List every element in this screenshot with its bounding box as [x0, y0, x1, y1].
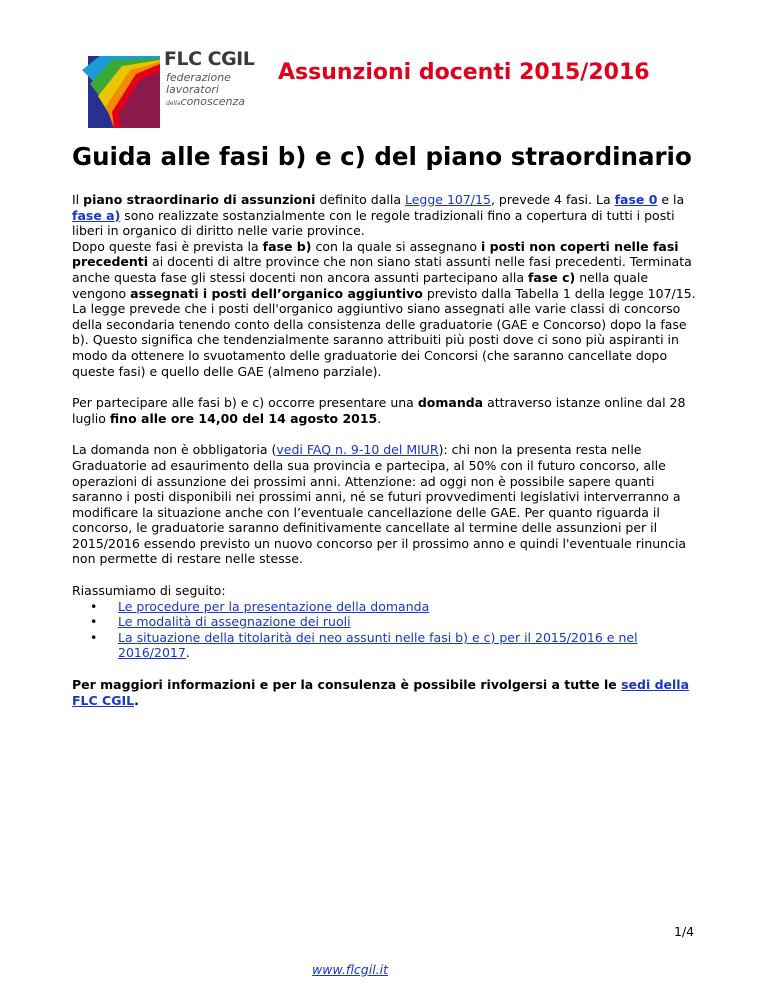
list-item: [118, 599, 696, 615]
summary-intro: Riassumiamo di seguito:: [72, 583, 226, 599]
flc-logo-mark: [80, 50, 162, 130]
footer-website-link[interactable]: www.flcgil.it: [312, 962, 389, 977]
paragraph-intro: Il piano straordinario di assunzioni definito dalla Legge 107/15, prevede 4 fasi. La fase 0 e la fase a) sono realizzate sostanzialmente con le regole tradizionali fino a copertura di tutti i posti liberi in organico di diritto nelle varie province. Dopo queste fasi è prevista la fase b) con la quale si assegnano i posti non coperti nelle fasi precedenti ai docenti di altre province che non siano stati assunti nelle fasi precedenti. Terminata anche questa fase gli stessi docenti non ancora assunti partecipano alla fase c) nella quale vengono assegnati i posti dell’organico aggiuntivo previsto dalla Tabella 1 della legge 107/15. La legge prevede che i posti dell'organico aggiuntivo siano assegnati alle varie classi di concorso della secondaria tenendo conto della consistenza delle graduatorie (GAE e Concorso) dopo la fase b). Questo significa che tendenzialmente saranno attribuiti più posti dove ci sono più aspiranti in modo da ottenere lo svuotamento delle graduatorie dei Concorsi (che saranno cancellate dopo queste fasi) e quello delle GAE (almeno parziale).: [72, 192, 696, 379]
link-fase-a[interactable]: fase a): [72, 207, 121, 223]
paragraph-domanda: Per partecipare alle fasi b) e c) occorre presentare una domanda attraverso istanze online dal 28 luglio fino alle ore 14,00 del 14 agosto 2015.: [72, 395, 686, 426]
logo-subtitle: federazione lavoratori dellaconoscenza: [166, 71, 246, 108]
link-procedure-domanda[interactable]: Le procedure per la presentazione della domanda: [118, 598, 430, 614]
page-number: 1/4: [674, 924, 695, 939]
link-sedi-flc[interactable]: sedi della FLC CGIL: [72, 677, 690, 708]
link-titolarita-neo-assunti[interactable]: La situazione della titolarità dei neo assunti nelle fasi b) e c) per il 2015/2016 e nel 2016/2017: [118, 629, 638, 661]
flc-cgil-logo: [80, 44, 255, 134]
list-item: • La situazione della titolarità dei neo assunti nelle fasi b) e c) per il 2015/2016 e nel 2016/2017.: [118, 630, 696, 661]
link-legge-107[interactable]: Legge 107/15: [404, 192, 491, 207]
list-item: [118, 614, 696, 630]
document-body: [72, 192, 696, 724]
link-faq-miur[interactable]: vedi FAQ n. 9-10 del MIUR: [276, 442, 439, 458]
link-fase-0[interactable]: fase 0: [614, 192, 658, 207]
header-title: Assunzioni docenti 2015/2016: [278, 60, 650, 85]
paragraph-info: Per maggiori informazioni e per la consulenza è possibile rivolgersi a tutte le sedi della FLC CGIL.: [72, 677, 690, 708]
logo-name: FLC CGIL: [164, 48, 255, 70]
summary-list: [72, 599, 696, 661]
paragraph-faq: La domanda non è obbligatoria (vedi FAQ n. 9-10 del MIUR): chi non la presenta resta nelle Graduatorie ad esaurimento della sua provincia e partecipa, al 50% con il futuro concorso, alle operazioni di assunzione dei prossimi anni. Attenzione: ad oggi non è possibile sapere quanti saranno i posti disponibili nei prossimi anni, né se futuri provvedimenti legislativi interverranno a modificare la situazione anche con l’eventuale cancellazione delle GAE. Per quanto riguarda il concorso, le graduatorie saranno definitivamente cancellate al termine delle assunzioni per il 2015/2016 essendo previsto un nuovo concorso per il prossimo anno e quindi l'eventuale rinuncia non permette di restare nelle stesse.: [72, 442, 687, 567]
page-title: Guida alle fasi b) e c) del piano straordinario: [72, 142, 692, 171]
link-modalita-ruoli[interactable]: Le modalità di assegnazione dei ruoli: [118, 614, 351, 630]
